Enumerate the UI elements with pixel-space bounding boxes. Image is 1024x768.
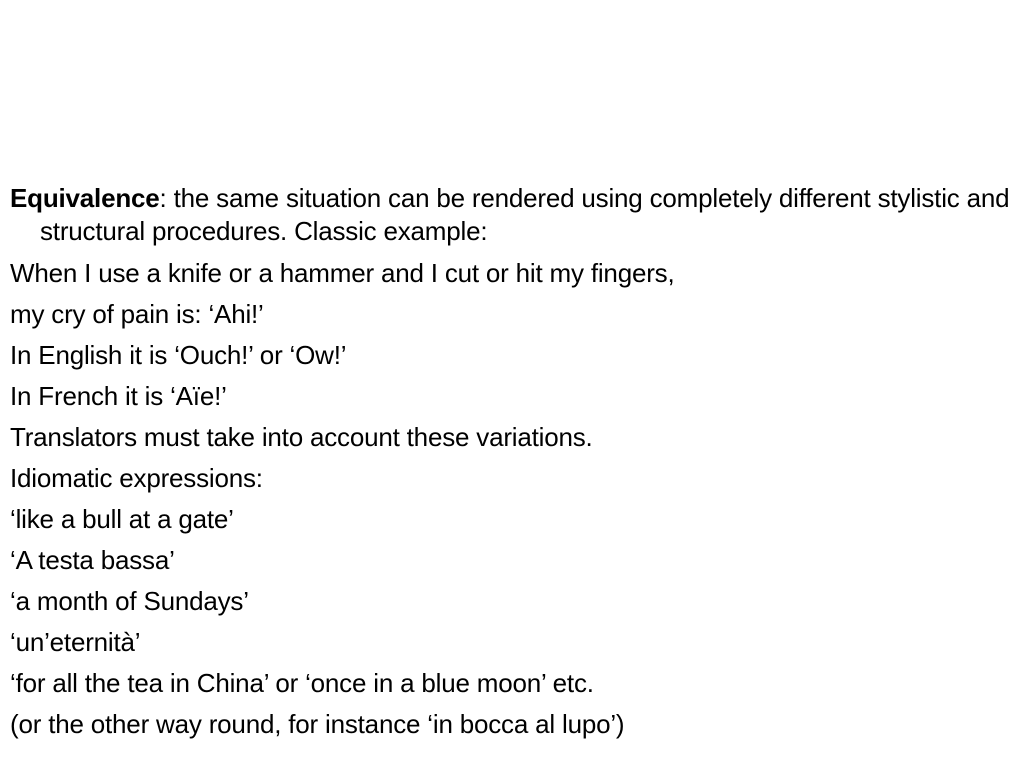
body-line: Translators must take into account these variations.	[10, 422, 593, 452]
idiom-line: ‘like a bull at a gate’	[10, 504, 234, 534]
body-line: (or the other way round, for instance ‘in bocca al lupo’)	[10, 709, 625, 739]
body-line: Idiomatic expressions:	[10, 463, 263, 493]
body-line: my cry of pain is: ‘Ahi!’	[10, 299, 264, 329]
body-line: In English it is ‘Ouch!’ or ‘Ow!’	[10, 340, 347, 370]
idiom-line: ‘A testa bassa’	[10, 545, 175, 575]
idiom-line: ‘un’eternità’	[10, 627, 141, 657]
body-line: In French it is ‘Aïe!’	[10, 381, 227, 411]
body-line: When I use a knife or a hammer and I cut or hit my fingers,	[10, 258, 675, 288]
idiom-line: ‘a month of Sundays’	[10, 586, 249, 616]
slide-body	[10, 182, 1014, 748]
definition-paragraph	[10, 182, 1014, 248]
definition-term: Equivalence	[10, 183, 160, 213]
idiom-line: ‘for all the tea in China’ or ‘once in a blue moon’ etc.	[10, 668, 594, 698]
definition-text: : the same situation can be rendered using completely different stylistic and structural procedures. Classic example:	[40, 183, 1010, 246]
